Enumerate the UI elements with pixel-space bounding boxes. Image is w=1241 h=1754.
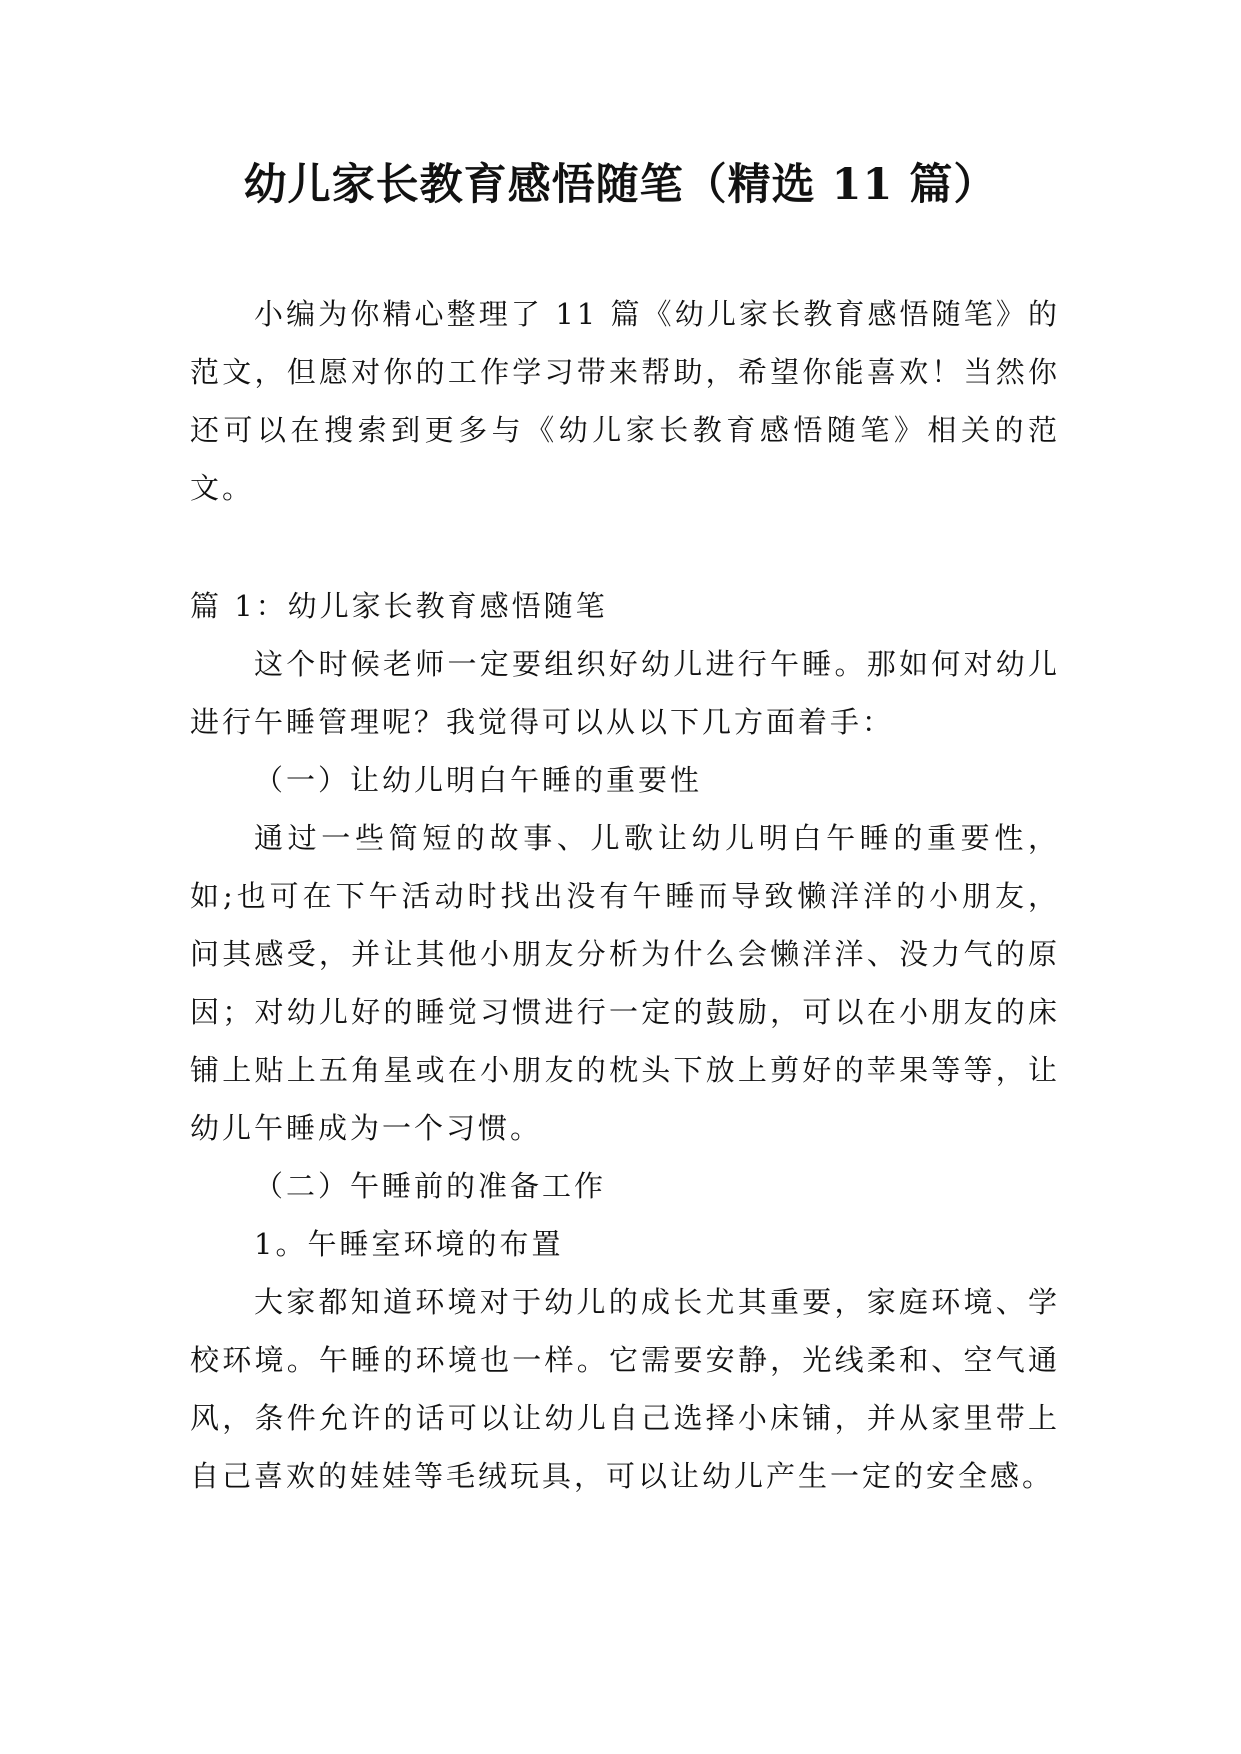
list-item: 1。午睡室环境的布置 <box>254 1227 564 1261</box>
intro-block <box>190 285 1060 517</box>
subheading: （二）午睡前的准备工作 <box>254 1169 607 1203</box>
paragraph: 大家都知道环境对于幼儿的成长尤其重要，家庭环境、学校环境。午睡的环境也一样。它需要安静，光线柔和、空气通风，条件允许的话可以让幼儿自己选择小床铺，并从家里带上自己喜欢的娃娃等毛绒玩具，可以让幼儿产生一定的安全感。 <box>190 1285 1060 1493</box>
subheading: （一）让幼儿明白午睡的重要性 <box>254 763 703 797</box>
section-heading: 篇 1：幼儿家长教育感悟随笔 <box>190 589 608 623</box>
document-title: 幼儿家长教育感悟随笔（精选 11 篇） <box>243 160 998 210</box>
intro-paragraph: 小编为你精心整理了 11 篇《幼儿家长教育感悟随笔》的范文，但愿对你的工作学习带来帮助，希望你能喜欢！当然你还可以在搜索到更多与《幼儿家长教育感悟随笔》相关的范文。 <box>190 297 1060 505</box>
paragraph: 这个时候老师一定要组织好幼儿进行午睡。那如何对幼儿进行午睡管理呢？我觉得可以从以下几方面着手： <box>190 647 1060 739</box>
paragraph: 通过一些简短的故事、儿歌让幼儿明白午睡的重要性，如;也可在下午活动时找出没有午睡而导致懒洋洋的小朋友，问其感受，并让其他小朋友分析为什么会懒洋洋、没力气的原因；对幼儿好的睡觉习惯进行一定的鼓励，可以在小朋友的床铺上贴上五角星或在小朋友的枕头下放上剪好的苹果等等，让幼儿午睡成为一个习惯。 <box>190 821 1060 1145</box>
section-1 <box>190 577 1060 1505</box>
